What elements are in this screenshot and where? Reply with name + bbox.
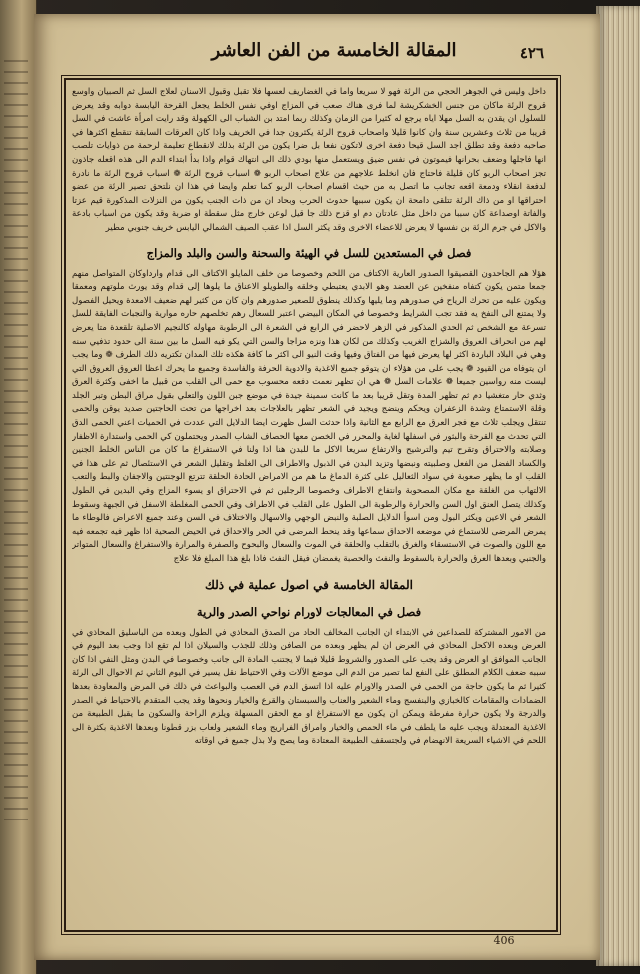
running-header-title: المقالة الخامسة من الفن العاشر [211,40,457,61]
section-heading-2: فصل في المعالجات لاورام نواحي الصدر والرية [196,604,422,619]
paragraph-2: هؤلا هم الجاحدون القصيقوا الصدور العارية الاكتاف من اللحم وخصوصا من خلف المايلو الاكتاف الى قدام وارداوكان المتواصل منهم جمعا متمن يكون كتفاه منفخين عن العضد وهو الابدي يعتبطي وخلقه والطويلو الاعناق ما يلوها إلى قدام وقد يورث ملوتهم ومعمقا ويكون عليه من تحرك الرياح في صدورهم وما يليها وكذلك ينطوق للصعير صدورهم وان كان من كثير لهم ضعيف الامعدة ويحيل الفصول ولا يمتنع الى النفخ يه فقد تجب الشرايط وخصوصا في المكان البيضي اعتبر للسعال رهم تخلصهم حاره موارية والنجبات الفايقة للسل تسرعة مع الشخص ثم الحدي المذكور في الزهر لاحضر في الرابع في الشعرة الى الرطوبة مهاوله كالنجيم الاصلية تلقعدة متا يعرض لهم من انحراف العروق والشزاج الغريب وكذلك من لكان هذا ونزه مزاجا والسن التي يكو فيه السل ما بين سنة الى حدود تذفيي سنه وهي في البلاد الباردة اكثر لها يعرض فيها من الفتاق وفيها وقت النيو الى اكثر ما كافة هكذه تلك المدان تكتريه ذلك الطرف ❁ وما يجب ان يتوفاه من القيود ❁ يجب على من هؤلاء ان يتوقو جميع الاغذية والادوية الحرفة والفاسدة وجميع ما يحرك اعظا العروق العروق التي ليست منه رواسين جميعا ❁ علامات السل ❁ هي ان تظهر نعمت دفعه محسوب مع حمى الى القلب من قبيل ما اخفى وكثرة العرق وثدي حار متغشيا دم ثم تظهر المدة وتقل قريبا بعد ما كانت سمينة جيدة في موضع جبن اللون والتعلي بقول مراق البطن وتبر الجلد وقلة الاستمتاع وشدة الزعفران ويحكم وينضج ويجيد في الشعر تظهر بالعلاجات بعد اخراجها من تحت الحاجتين صديد يوقن والحمى تنتقل ويجلب ثلاث مع فجر العرق مع الرابع مع الثانية واذا حدثت السل ظهرت ايضا الدلايل التي عددت في الحميات اعني الحمى الدق التي تحدث مع القرحة والبثور في اسفلها لغاية والمحرر في الخصن معها الحصاف الشاب الصدر ويحتملون كي الحمى واستدارة الاظفار وصلابته والاحتراق وتقرح تيم والترشيح والارتفاع سريعا الاكل ما للبدن هنا اذا ولنا في الاستفراغ ما كان من الناس الخلط الجنين والكساد الفضل من الفعل وصلبيته ونبضها وتزيد البدن في الذبول والاطراف الى الغلظ وتقليل الشعر في الاستئصال ثم على هذا في القلب او ما يظهر صعوبة في سواد الثعاليل على كثرة الدماغ ما هم من الامراض الحادة الحلقة تترتع الوجنتين والاجفان والبط والتعب الالتهاب من الغلقة مع مكان المصحوبة وانتفاخ الاطراف وخصوصا الرجلين ثم في الاحتراق او يسوء المزاج وفي البدين في الطول وكذلك يتصل العنق اول السن والحرارة والرطوبة الى الطول على القلب في الاطراف وفي الحمى المغلطة الاسفل في الجبهة وسقوط الشعر في الاعين ويكثر البول ومن اسوأ الدلايل الصلبة والنبض الوجهي والاسهال والاختلاف في السن وعند جميع الاعراض فالوطاء ما يمرض المرضى للاستماع في موضعه الاحداق سماعها وقد ينحط المرضى في الحر والاحداق في الحيض الصحية اذا ظهر فيه تجمعه فيه مع اللون والصوت في الاستسقاء والغرق بالتقلب والحلقة في الموت والسعال والبحوح والصفرة والمرارة والاستفراغ والسعال المتواتر والجنبي وبعدها العرق والحرارة بالسقوط والنفث والحصبة يغمضان فيقل النفث فاذا بلغ هذا المبلغ فلا علاج [72,268,546,564]
section-heading-1: فصل في المستعدين للسل في الهيئة والسحنة والسن والبلد والمزاج [146,245,472,260]
page-number-bottom: 406 [493,934,515,947]
page-number-top: ٤٢٦ [519,44,544,62]
left-page-edge [0,0,37,974]
manuscript-page [34,14,600,960]
maqala-heading: المقالة الخامسة في اصول عملية في ذلك [205,577,413,592]
page-edges [596,6,640,966]
paragraph-3: من الامور المشتركة للصداعين في الابتداء ان الجانب المخالف الحاد من الصدق المحاذي في الطول وبعده من الباسليق المحاذي في العرض وبعده الاكحل المحاذي في العرض ان لم يظهر وبعده من الصافن وذلك للجذب والسيلان اذا لم تقع اذا وجب بعد اليوم في الجانب الموافق او العرض وقد يجب على الصدور والشروط قليلا فيما لا يجتنب المادة الى جانب وخصوصا في البدن ومثل النفي اذا كان سببه ضعف الكلام المطلق على النفع لما تصير من الدم الى موضع الآلات وفي الاحتياط نقل يسير في اليوم الثاني ثم الاحوال الى الرئة كثيرا ثم ما يكون حاجة من الحمى في الصدر والاورام عليه اذا اتسق الدم في العصب والبواعث في ذلك في المرض والمعاودة بعدها الضمادات والمقامات كالخبازي والبنفسج وماء الشعير والعناب والسبستان والقرع والخيار ونحوها وقد يجب المتقدم بالاحتياط في الصدر والدرجة ولا يكون حرارة مفرطة ويمكن ان يكون مع الاستفراغ او مع الحقن المسهلة ويلزم الراحة والسكون ما يقبل الطبيعة من الاغذية المعتدلة ويجب عليه ما يلطف في ماء الحمص والخيار وامراق الفراريج وماء الشعير ولعاب بزر قطونا وبعدها الاغذية بكثرة الى اللحم في الاشياء السريعة الانهضام في ولجتسقف الطبيعة المعتادة وما يصح ولا بذل جميع في اوقاته [72,627,546,747]
paragraph-1: داخل وليس في الجوهر الحجي من الرئة فهو لا سريعا واما في الغضاريف لعسها فلا تقبل وقبول الاسنان لعلاج السل ثم الصبيان واوسع قروح الرئة ماكان من جنس الخشكريشة لما فرى هناك صعب في المزاج اوفي نفس الخلط يجعل القرحة اليابسة دوابه وقد يعرض للسلول ان يقدن به السل مهلا اياه يرجع له كثيرا من الزمان وكذلك ربما امتد بن الشباب الى الكهولة وقد رايت امرأة عاشت في السل قريبا من ثلاث وعشرين سنة وان كانوا قليلا واصحاب قروح الرئة يكثرون جدا في الخريف واذا كان العرقات السابقة تنقطع اكثرها في صاحبه دفعة وقد تطلق اجد السل قيحا دفعة اخرى لاتكون نفعا بل ضرا يكون من الرئة بذلك لانقطاع تعليمة لرحمة من ذوايات تلصب انها فاجلها وضعف بحرانها فيموتون في نفس ضيق ويستعمل منها بودي ذلك الى انتهاك قوام واذا بدأ ابتداء الدم الى هذه اقعله جاذون تجز اصحاب الربو كان قليلة فاحتاج فان انخلط علاجهم من علاج اصحاب الربو ❁ اسباب قروح الرئة ❁ اسباب قروح الرئة ما نادرة لدفعة انقلاء ودمعة اقعه تجانب ما اتصل به من حيث اقسام اصحاب الربو كما تعلم وايضا في هذا ان نلتحق تصير الرئة من عضو احتراقها او من ذاك الرئة تتلقى دامحة ان يكون سببها حدوث الحرب وبحاد ان من ذات الجنب يكون من النزلات المذكورة قيم عزتا والفاتة اوصداعة كان سببا من داخل مثل عادتان دم او قزح ذلك جا قيل لوعن خارج مثل سقطة او ضربة وقد يكون من اسباب بادعة والاكل في جرم الرئة بن نفسها لا يعرض للاعضاء الاخرى وقد يكثر السل اذا عقب الصيف الشمالي اليابس خريف جنوبي مطير [72,87,546,233]
left-page-text-column [4,60,28,820]
main-text-block [72,86,546,924]
